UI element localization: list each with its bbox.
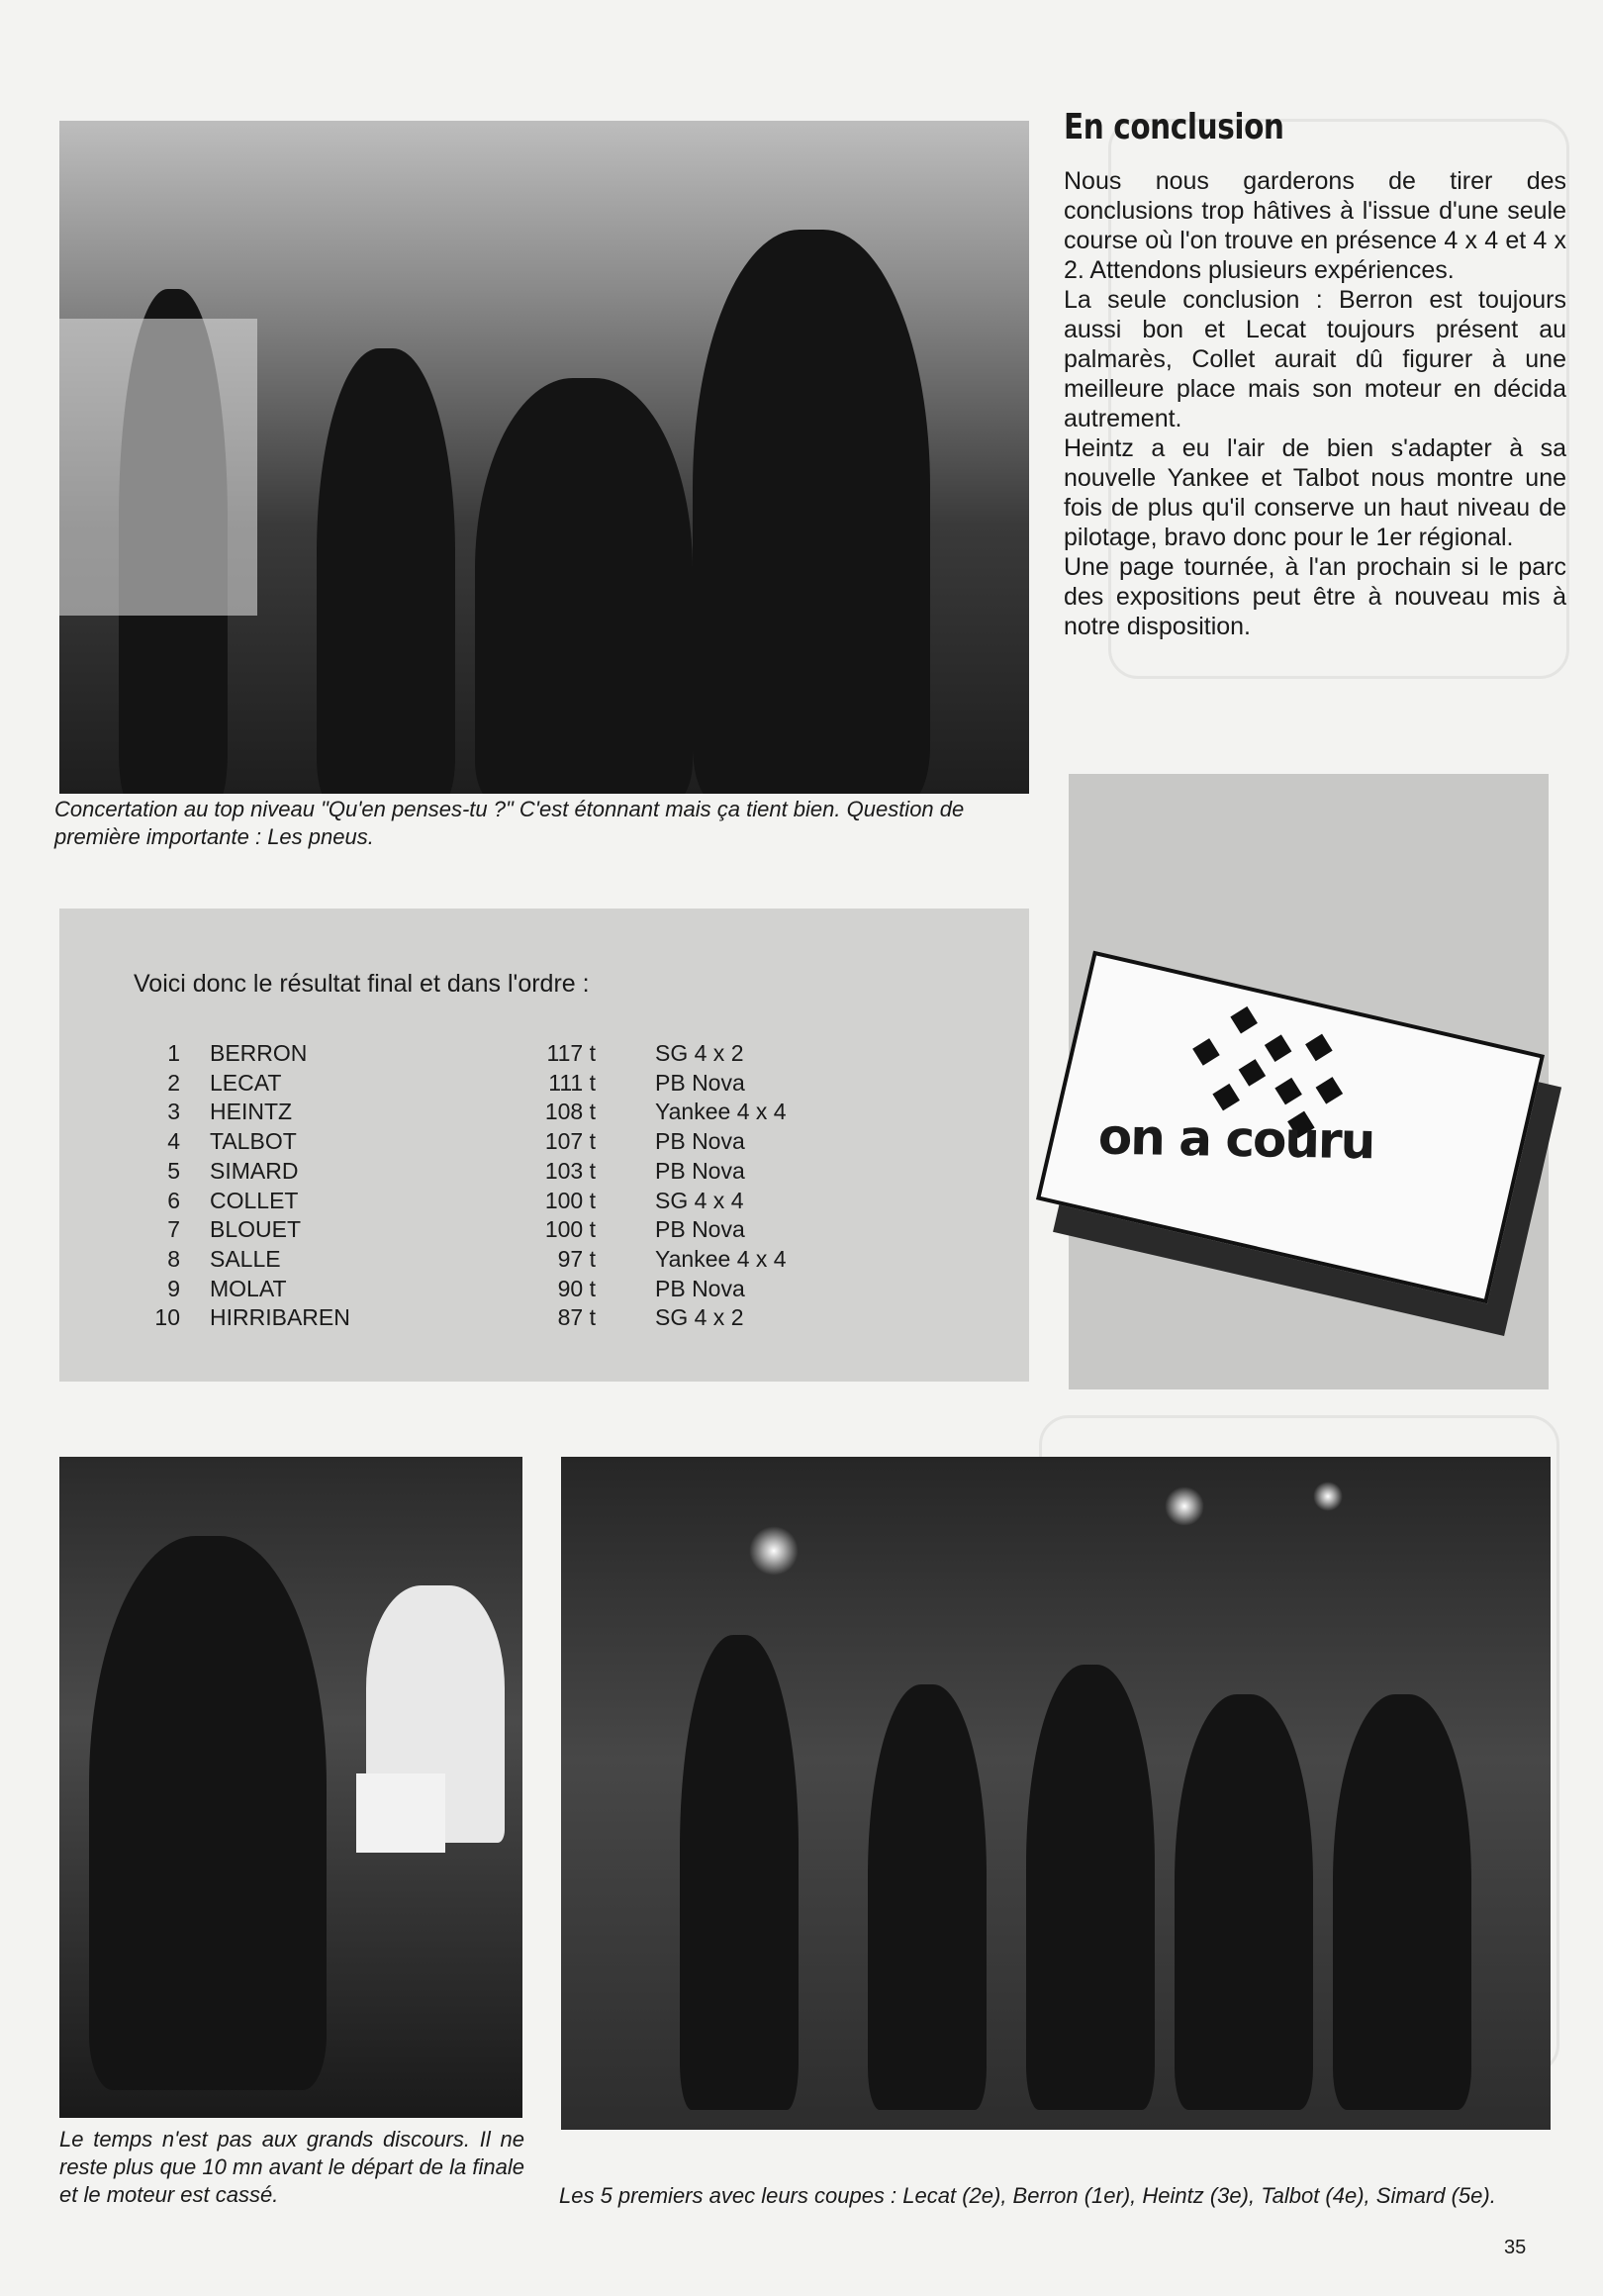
car-model: PB Nova — [655, 1216, 745, 1243]
results-table — [119, 1039, 853, 1333]
rank-cell: 2 — [167, 1069, 180, 1096]
result-row — [119, 1187, 853, 1216]
rank-cell: 6 — [167, 1187, 180, 1213]
points-cell: 90 t — [557, 1275, 596, 1301]
paragraph: Heintz a eu l'air de bien s'adapter à sa nouvelle Yankee et Talbot nous montre une fois de plus qu'il conserve un haut niveau de pilotage, bravo donc pour le 1er régional. — [1064, 434, 1566, 551]
car-model: PB Nova — [655, 1069, 745, 1096]
points-cell: 107 t — [544, 1128, 596, 1155]
caption-photo-2: Le temps n'est pas aux grands discours. Il ne reste plus que 10 mn avant le départ de la finale et le moteur est cassé. — [59, 2127, 524, 2207]
driver-name: TALBOT — [210, 1128, 297, 1155]
result-row — [119, 1127, 853, 1157]
rank-cell: 7 — [167, 1216, 180, 1243]
driver-name: LECAT — [210, 1069, 282, 1096]
car-model: SG 4 x 2 — [655, 1304, 744, 1331]
paragraph: Nous nous garderons de tirer des conclusions trop hâtives à l'issue d'une seule course où l'on trouve en présence 4 x 4 et 4 x 2. Attendons plusieurs expériences. — [1064, 167, 1566, 284]
driver-name: MOLAT — [210, 1275, 287, 1301]
results-intro: Voici donc le résultat final et dans l'ordre : — [134, 970, 590, 998]
rank-cell: 3 — [167, 1099, 180, 1125]
car-model: PB Nova — [655, 1157, 745, 1184]
result-row — [119, 1098, 853, 1127]
photo-concertation — [59, 121, 1029, 794]
result-row — [119, 1275, 853, 1304]
conclusion-body — [1064, 166, 1566, 641]
points-cell: 117 t — [546, 1040, 596, 1066]
paragraph: Une page tournée, à l'an prochain si le parc des expositions peut être à nouveau mis à notre disposition. — [1064, 553, 1566, 640]
car-model: Yankee 4 x 4 — [655, 1099, 787, 1125]
rank-cell: 4 — [167, 1128, 180, 1155]
driver-name: HIRRIBAREN — [210, 1304, 350, 1331]
caption-photo-1: Concertation au top niveau "Qu'en penses-tu ?" C'est étonnant mais ça tient bien. Question de première importante : Les pneus. — [54, 797, 965, 849]
caption-photo-3: Les 5 premiers avec leurs coupes : Lecat (2e), Berron (1er), Heintz (3e), Talbot (4e), Simard (5e). — [559, 2183, 1496, 2208]
driver-name: BERRON — [210, 1040, 308, 1066]
points-cell: 97 t — [557, 1245, 596, 1272]
driver-name: COLLET — [210, 1187, 299, 1213]
points-cell: 87 t — [557, 1304, 596, 1331]
rank-cell: 10 — [154, 1304, 180, 1331]
conclusion-heading: En conclusion — [1064, 107, 1284, 147]
points-cell: 108 t — [544, 1099, 596, 1125]
car-model: PB Nova — [655, 1128, 745, 1155]
result-row — [119, 1245, 853, 1275]
page-number: 35 — [1504, 2237, 1527, 2258]
result-row — [119, 1039, 853, 1069]
paragraph: La seule conclusion : Berron est toujours aussi bon et Lecat toujours présent au palmarès, Collet aurait dû figurer à une meilleure place mais son moteur en décida autrement. — [1064, 286, 1566, 432]
photo-repair — [59, 1457, 522, 2118]
car-model: SG 4 x 2 — [655, 1040, 744, 1066]
logo-text: on a couru — [1097, 1107, 1374, 1171]
driver-name: SALLE — [210, 1245, 281, 1272]
rank-cell: 1 — [167, 1040, 180, 1066]
points-cell: 100 t — [544, 1216, 596, 1243]
rank-cell: 8 — [167, 1245, 180, 1272]
result-row — [119, 1215, 853, 1245]
result-row — [119, 1157, 853, 1187]
points-cell: 111 t — [548, 1069, 596, 1096]
rank-cell: 5 — [167, 1157, 180, 1184]
car-model: SG 4 x 4 — [655, 1187, 744, 1213]
driver-name: HEINTZ — [210, 1099, 293, 1125]
points-cell: 100 t — [544, 1187, 596, 1213]
result-row — [119, 1069, 853, 1099]
car-model: PB Nova — [655, 1275, 745, 1301]
result-row — [119, 1303, 853, 1333]
photo-top-five — [561, 1457, 1551, 2130]
rank-cell: 9 — [167, 1275, 180, 1301]
driver-name: BLOUET — [210, 1216, 302, 1243]
points-cell: 103 t — [544, 1157, 596, 1184]
car-model: Yankee 4 x 4 — [655, 1245, 787, 1272]
driver-name: SIMARD — [210, 1157, 299, 1184]
